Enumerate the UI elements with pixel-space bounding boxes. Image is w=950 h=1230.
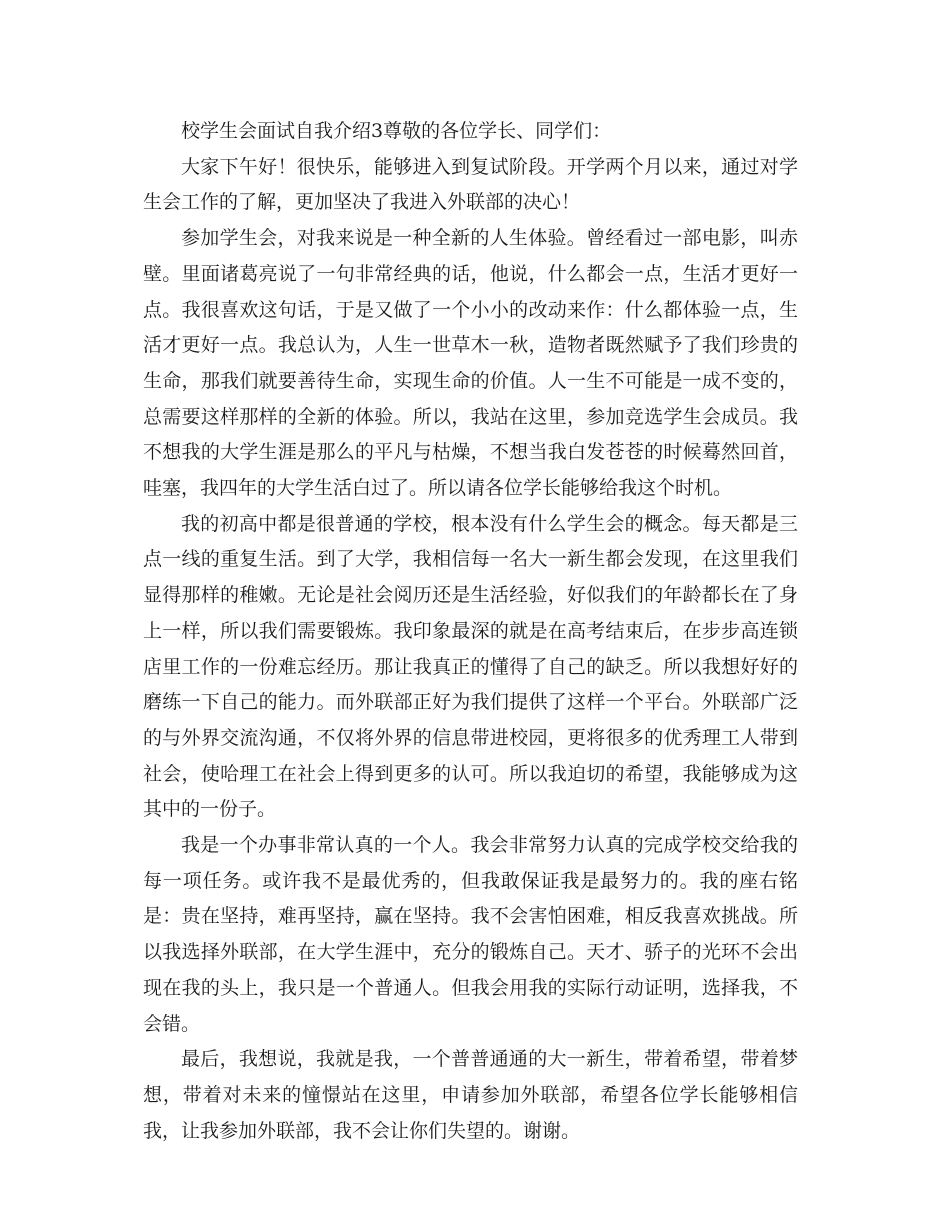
paragraph-character: 我是一个办事非常认真的一个人。我会非常努力认真的完成学校交给我的每一项任务。或许我不是最优秀的，但我敢保证我是最努力的。我的座右铭是：贵在坚持，难再坚持，赢在坚持。我不会害怕困难，相反我喜欢挑战。所以我选择外联部，在大学生涯中，充分的锻炼自己。天才、骄子的光环不会出现在我的头上，我只是一个普通人。但我会用我的实际行动证明，选择我，不会错。 xyxy=(143,834,798,1035)
paragraph-greeting: 大家下午好！很快乐，能够进入到复试阶段。开学两个月以来，通过对学生会工作的了解，更加坚决了我进入外联部的决心！ xyxy=(143,155,798,214)
document-body xyxy=(143,114,798,1149)
opening-line: 校学生会面试自我介绍3尊敬的各位学长、同学们： xyxy=(181,120,612,142)
paragraph-closing: 最后，我想说，我就是我，一个普普通通的大一新生，带着希望，带着梦想，带着对未来的憧憬站在这里，申请参加外联部，希望各位学长能够相信我，让我参加外联部，我不会让你们失望的。谢谢。 xyxy=(143,1048,798,1142)
paragraph-experience: 参加学生会，对我来说是一种全新的人生体验。曾经看过一部电影，叫赤壁。里面诸葛亮说了一句非常经典的话，他说，什么都会一点，生活才更好一点。我很喜欢这句话，于是又做了一个小小的改动来作：什么都体验一点，生活才更好一点。我总认为，人生一世草木一秋，造物者既然赋予了我们珍贵的生命，那我们就要善待生命，实现生命的价值。人一生不可能是一成不变的，总需要这样那样的全新的体验。所以，我站在这里，参加竞选学生会成员。我不想我的大学生涯是那么的平凡与枯燥，不想当我白发苍苍的时候蓦然回首，哇塞，我四年的大学生活白过了。所以请各位学长能够给我这个时机。 xyxy=(143,227,798,500)
paragraph-background: 我的初高中都是很普通的学校，根本没有什么学生会的概念。每天都是三点一线的重复生活。到了大学，我相信每一名大一新生都会发现，在这里我们显得那样的稚嫩。无论是社会阅历还是生活经验，好似我们的年龄都长在了身上一样，所以我们需要锻炼。我印象最深的就是在高考结束后，在步步高连锁店里工作的一份难忘经历。那让我真正的懂得了自己的缺乏。所以我想好好的磨练一下自己的能力。而外联部正好为我们提供了这样一个平台。外联部广泛的与外界交流沟通，不仅将外界的信息带进校园，更将很多的优秀理工人带到社会，使哈理工在社会上得到更多的认可。所以我迫切的希望，我能够成为这其中的一份子。 xyxy=(143,512,798,821)
